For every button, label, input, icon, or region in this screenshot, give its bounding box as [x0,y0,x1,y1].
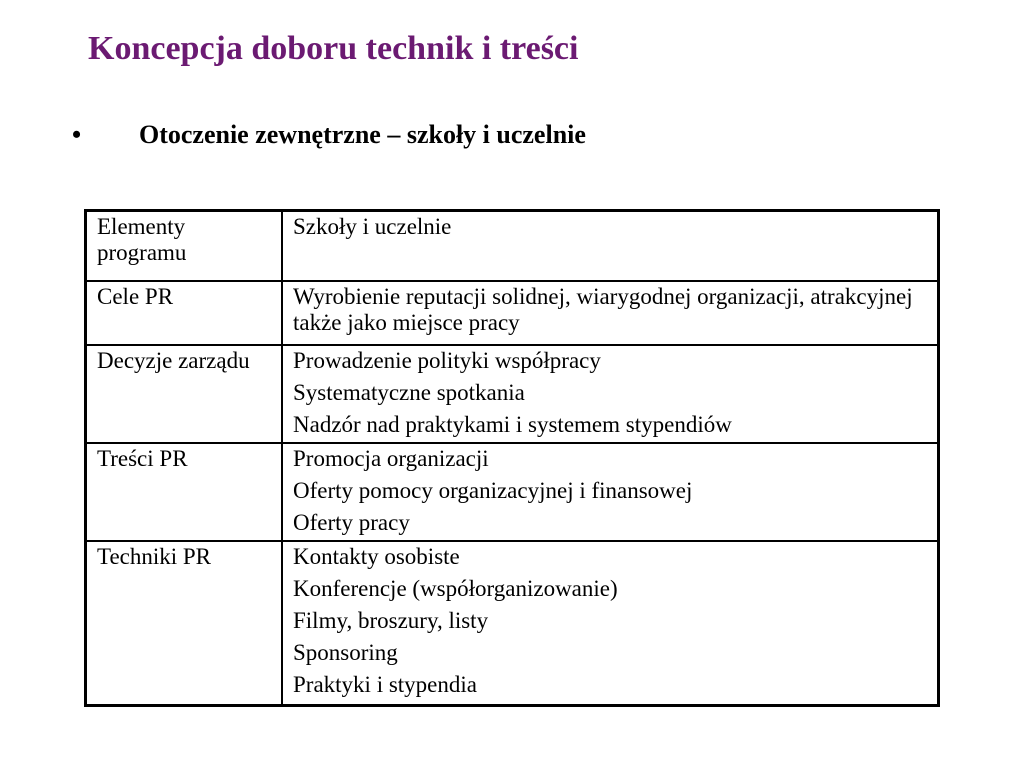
row-label-cell: Decyzje zarządu [86,345,283,443]
content-line: Konferencje (współorganizowanie) [293,576,618,601]
pr-program-table [84,209,940,707]
bullet-text: Otoczenie zewnętrzne – szkoły i uczelnie [139,120,586,149]
row-label-cell: Treści PR [86,443,283,541]
bullet-dot-icon: • [72,120,82,149]
table-row [86,281,939,345]
row-content-cell [282,345,939,443]
row-content-cell [282,541,939,706]
row-label-cell: Elementy programu [86,211,283,282]
content-line: Szkoły i uczelnie [293,214,452,239]
slide-title: Koncepcja doboru technik i treści [88,30,579,67]
content-line: Oferty pomocy organizacyjnej i finansowej [293,478,693,503]
row-content-cell [282,443,939,541]
table-row [86,211,939,282]
content-line: Nadzór nad praktykami i systemem stypendiów [293,412,732,437]
pr-program-table-container [84,209,940,707]
content-line: Kontakty osobiste [293,544,460,569]
content-line: Sponsoring [293,640,398,665]
content-line: Oferty pracy [293,510,410,535]
row-content-cell [282,211,939,282]
row-label-cell: Cele PR [86,281,283,345]
row-label-cell: Techniki PR [86,541,283,706]
content-line: Wyrobienie reputacji solidnej, wiarygodnej organizacji, atrakcyjnej także jako miejsce pracy [293,284,913,335]
table-row [86,541,939,706]
table-row [86,443,939,541]
content-line: Praktyki i stypendia [293,672,477,697]
content-line: Filmy, broszury, listy [293,608,489,633]
content-line: Promocja organizacji [293,446,489,471]
content-line: Systematyczne spotkania [293,380,525,405]
content-line: Prowadzenie polityki współpracy [293,348,601,373]
row-content-cell [282,281,939,345]
table-row [86,345,939,443]
